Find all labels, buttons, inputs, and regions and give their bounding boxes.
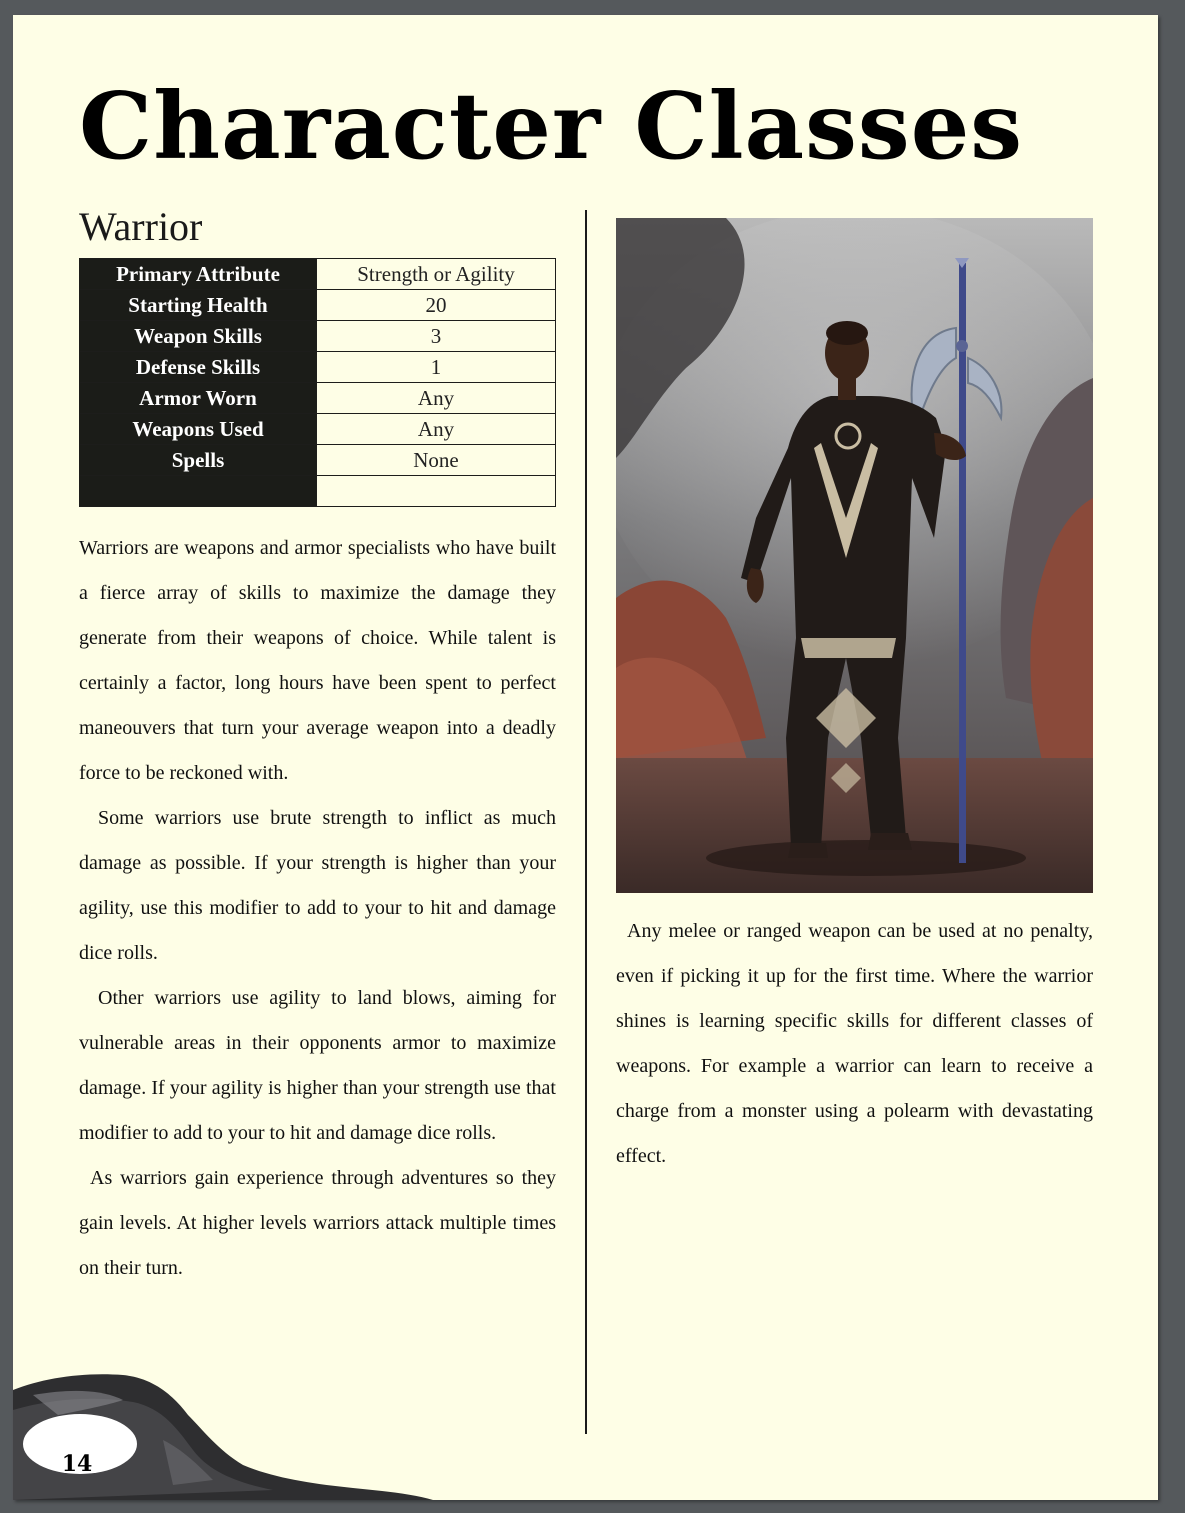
page-title: Character Classes bbox=[79, 72, 1024, 180]
stat-label bbox=[80, 476, 317, 507]
stats-row bbox=[80, 352, 556, 383]
page-number: 14 bbox=[61, 1451, 93, 1477]
column-divider bbox=[585, 210, 587, 1434]
body-paragraph: Other warriors use agility to land blows, aiming for vulnerable areas in their opponents armor to maximize damage. If your agility is higher than your strength use that modifier to add to your to hit and damage dice rolls. bbox=[79, 987, 556, 1144]
body-paragraph: Warriors are weapons and armor specialists who have built a fierce array of skills to maximize the damage they generate from their weapons of choice. While talent is certainly a factor, long hours have been spent to perfect maneouvers that turn your average weapon into a deadly force to be reckoned with. bbox=[79, 537, 556, 784]
stat-label: Weapon Skills bbox=[80, 321, 317, 352]
stat-label: Weapons Used bbox=[80, 414, 317, 445]
stats-row bbox=[80, 476, 556, 507]
stat-value: None bbox=[317, 445, 556, 476]
stats-row bbox=[80, 445, 556, 476]
warrior-illustration-art bbox=[616, 218, 1093, 893]
warrior-illustration bbox=[616, 218, 1093, 893]
body-paragraph: Any melee or ranged weapon can be used at no penalty, even if picking it up for the first time. Where the warrior shines is learning specific skills for different classes of weapons. For example a warrior can learn to receive a charge from a monster using a polearm with devastating effect. bbox=[616, 920, 1093, 1167]
stat-label: Starting Health bbox=[80, 290, 317, 321]
warrior-weapons-description bbox=[616, 909, 1093, 1179]
stat-label: Primary Attribute bbox=[80, 259, 317, 290]
stat-label: Armor Worn bbox=[80, 383, 317, 414]
stats-row bbox=[80, 321, 556, 352]
section-heading-warrior: Warrior bbox=[79, 204, 203, 249]
stat-label: Defense Skills bbox=[80, 352, 317, 383]
stat-value: 1 bbox=[317, 352, 556, 383]
stat-value: 3 bbox=[317, 321, 556, 352]
stat-value: 20 bbox=[317, 290, 556, 321]
warrior-description bbox=[79, 526, 556, 1291]
stats-row bbox=[80, 290, 556, 321]
body-paragraph: Some warriors use brute strength to inflict as much damage as possible. If your strength is higher than your agility, use this modifier to add to your to hit and damage dice rolls. bbox=[79, 807, 556, 964]
stats-row bbox=[80, 383, 556, 414]
stats-row bbox=[80, 414, 556, 445]
warrior-stats-table bbox=[79, 258, 556, 507]
document-page bbox=[13, 15, 1158, 1500]
stat-value: Any bbox=[317, 383, 556, 414]
rock-decoration bbox=[13, 1370, 433, 1500]
stat-label: Spells bbox=[80, 445, 317, 476]
stat-value: Strength or Agility bbox=[317, 259, 556, 290]
stat-value bbox=[317, 476, 556, 507]
stat-value: Any bbox=[317, 414, 556, 445]
body-paragraph: As warriors gain experience through adventures so they gain levels. At higher levels warriors attack multiple times on their turn. bbox=[79, 1167, 556, 1279]
stats-row bbox=[80, 259, 556, 290]
